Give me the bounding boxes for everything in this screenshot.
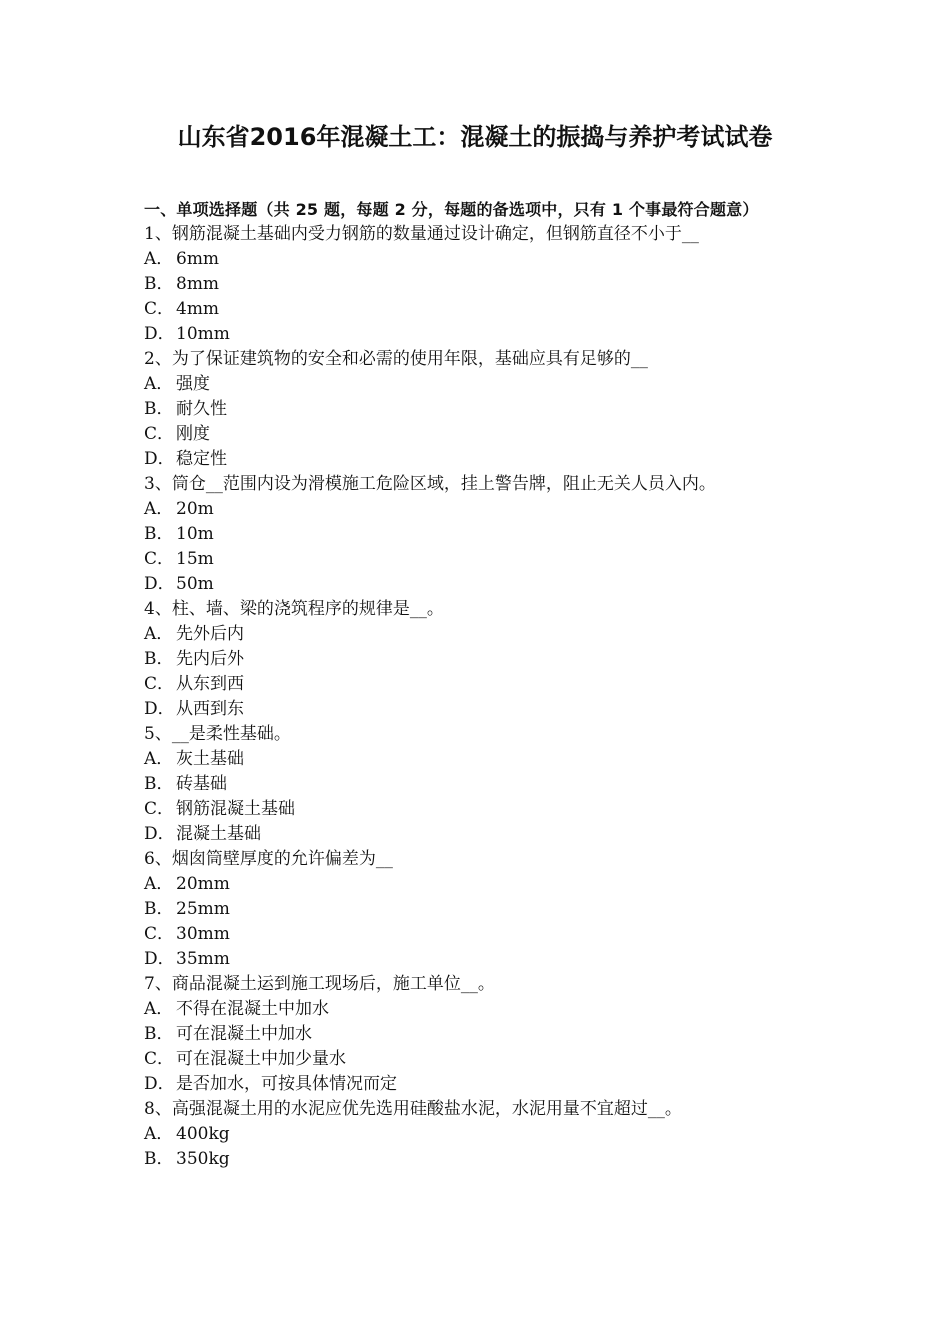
question-6 [144,847,812,972]
option-text: 刚度 [176,424,210,444]
option-text: 20m [176,499,214,519]
answer-option [144,897,812,922]
answer-option [144,947,812,972]
answer-option [144,272,812,297]
answer-option [144,247,812,272]
option-text: 10mm [176,324,230,344]
option-letter: A． [144,499,174,519]
question-4 [144,597,812,722]
answer-option [144,397,812,422]
option-letter: B． [144,399,174,419]
answer-option [144,747,812,772]
option-text: 350kg [176,1149,230,1169]
option-text: 钢筋混凝土基础 [176,799,295,819]
option-letter: A． [144,249,174,269]
question-text: 6、烟囱筒壁厚度的允许偏差为__ [144,849,393,869]
question-5 [144,722,812,847]
option-text: 从西到东 [176,699,244,719]
answer-option [144,797,812,822]
answer-option [144,322,812,347]
question-text: 5、__是柔性基础。 [144,724,291,744]
option-letter: B． [144,649,174,669]
answer-option [144,622,812,647]
option-text: 可在混凝土中加水 [176,1024,312,1044]
answer-option [144,297,812,322]
option-letter: C． [144,299,175,319]
question-text: 2、为了保证建筑物的安全和必需的使用年限，基础应具有足够的__ [144,349,648,369]
option-letter: D． [144,449,175,469]
question-list [144,222,812,1172]
answer-option [144,922,812,947]
option-text: 35mm [176,949,230,969]
option-text: 稳定性 [176,449,227,469]
option-letter: A． [144,1124,174,1144]
option-text: 10m [176,524,214,544]
option-letter: C． [144,674,175,694]
answer-option [144,447,812,472]
option-letter: D． [144,949,175,969]
question-2 [144,347,812,472]
option-text: 灰土基础 [176,749,244,769]
question-text: 3、筒仓__范围内设为滑模施工危险区域，挂上警告牌，阻止无关人员入内。 [144,474,716,494]
answer-option [144,647,812,672]
option-text: 强度 [176,374,210,394]
answer-option [144,672,812,697]
option-text: 20mm [176,874,230,894]
option-letter: C． [144,424,175,444]
question-text: 1、钢筋混凝土基础内受力钢筋的数量通过设计确定，但钢筋直径不小于__ [144,224,699,244]
option-letter: B． [144,274,174,294]
answer-option [144,997,812,1022]
option-text: 可在混凝土中加少量水 [176,1049,346,1069]
option-letter: C． [144,799,175,819]
option-text: 耐久性 [176,399,227,419]
answer-option [144,1047,812,1072]
option-text: 25mm [176,899,230,919]
option-text: 先外后内 [176,624,244,644]
answer-option [144,772,812,797]
question-7 [144,972,812,1097]
option-letter: A． [144,874,174,894]
option-letter: A． [144,374,174,394]
answer-option [144,1147,812,1172]
option-text: 先内后外 [176,649,244,669]
option-letter: D． [144,324,175,344]
option-letter: B． [144,774,174,794]
answer-option [144,697,812,722]
option-letter: C． [144,1049,175,1069]
option-letter: B． [144,1024,174,1044]
document-body [144,197,812,1172]
answer-option [144,522,812,547]
answer-option [144,422,812,447]
section-heading: 一、单项选择题（共 25 题，每题 2 分，每题的备选项中，只有 1 个事最符合题意） [144,200,759,219]
option-letter: D． [144,1074,175,1094]
option-letter: C． [144,924,175,944]
answer-option [144,1072,812,1097]
answer-option [144,497,812,522]
option-text: 15m [176,549,214,569]
option-text: 6mm [176,249,220,269]
option-letter: A． [144,999,174,1019]
answer-option [144,1022,812,1047]
question-text: 7、商品混凝土运到施工现场后，施工单位__。 [144,974,495,994]
answer-option [144,1122,812,1147]
answer-option [144,547,812,572]
option-text: 是否加水，可按具体情况而定 [176,1074,397,1094]
option-letter: A． [144,624,174,644]
option-text: 400kg [176,1124,230,1144]
option-text: 8mm [176,274,220,294]
option-text: 50m [176,574,214,594]
option-text: 从东到西 [176,674,244,694]
option-letter: C． [144,549,175,569]
question-8 [144,1097,812,1172]
question-text: 4、柱、墙、梁的浇筑程序的规律是__。 [144,599,444,619]
question-text: 8、高强混凝土用的水泥应优先选用硅酸盐水泥，水泥用量不宜超过__。 [144,1099,682,1119]
option-text: 砖基础 [176,774,227,794]
answer-option [144,572,812,597]
option-text: 4mm [176,299,220,319]
option-letter: D． [144,574,175,594]
answer-option [144,372,812,397]
answer-option [144,822,812,847]
question-3 [144,472,812,597]
option-letter: B． [144,1149,174,1169]
option-text: 混凝土基础 [176,824,261,844]
question-1 [144,222,812,347]
answer-option [144,872,812,897]
option-letter: A． [144,749,174,769]
option-letter: B． [144,899,174,919]
document-title: 山东省2016年混凝土工：混凝土的振捣与养护考试试卷 [177,123,773,151]
option-letter: B． [144,524,174,544]
option-letter: D． [144,824,175,844]
option-letter: D． [144,699,175,719]
option-text: 不得在混凝土中加水 [176,999,329,1019]
option-text: 30mm [176,924,230,944]
